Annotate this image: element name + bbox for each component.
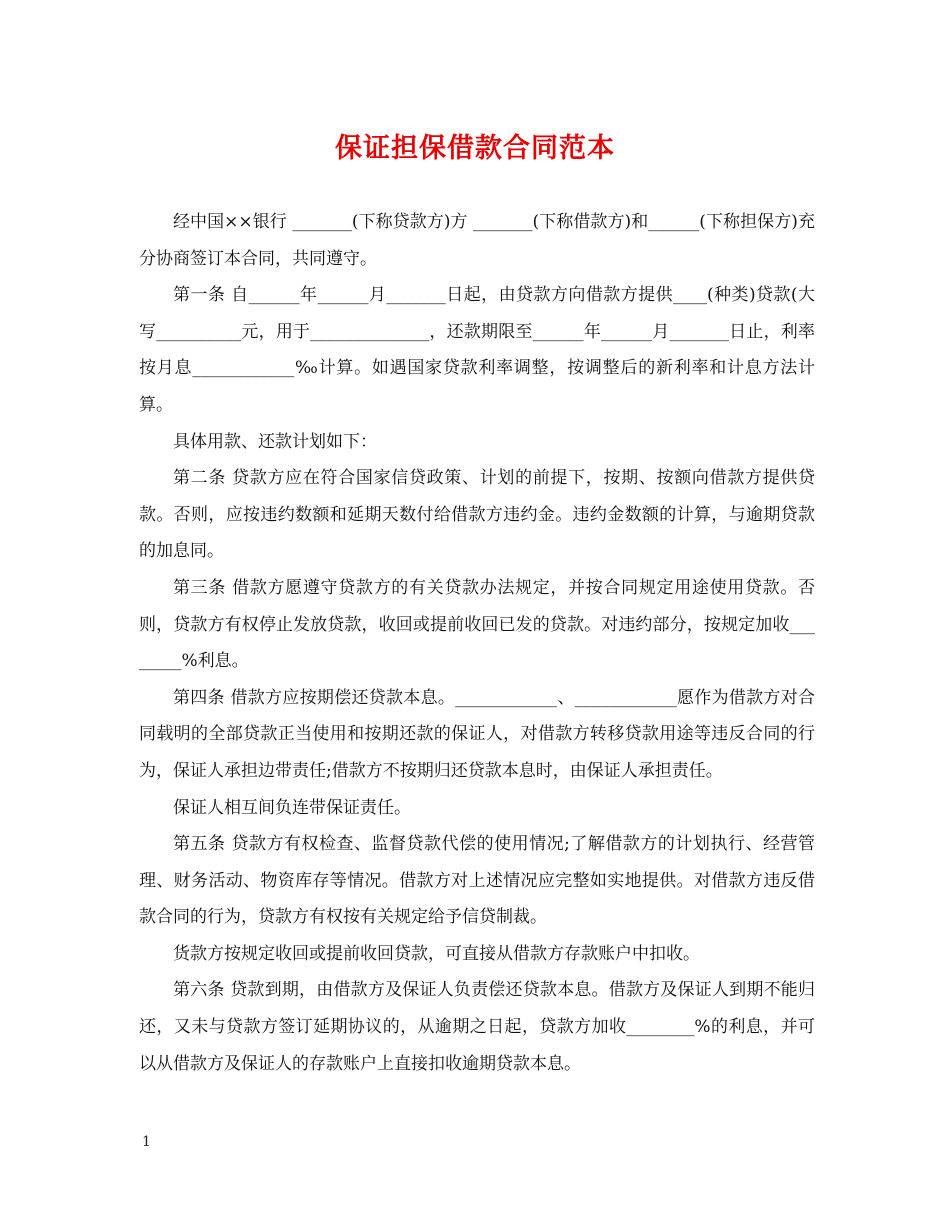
article-4-paragraph: 第四条 借款方应按期偿还贷款本息。____________、____________愿作为借款方对合同载明的全部贷款正当使用和按期还款的保证人，对借款方转移贷款用途等违反合同的行为，保证人承担边带责任;借款方不按期归还贷款本息时，由保证人承担责任。 [139, 687, 815, 781]
document-title: 保证担保借款合同范本 [335, 133, 615, 164]
preamble-paragraph: 经中国××银行 _______(下称贷款方)方 _______(下称借款方)和______(下称担保方)充分协商签订本合同，共同遵守。 [139, 212, 815, 269]
repayment-plan-paragraph: 具体用款、还款计划如下： [173, 431, 377, 452]
deduction-paragraph: 货款方按规定收回或提前收回贷款，可直接从借款方存款账户中扣收。 [173, 943, 700, 964]
article-6-paragraph: 第六条 贷款到期，由借款方及保证人负责偿还贷款本息。借款方及保证人到期不能归还，又未与贷款方签订延期协议的，从逾期之日起，贷款方加收________%的利息，并可以从借款方及保证人的存款账户上直接扣收逾期贷款本息。 [139, 980, 815, 1074]
article-5-paragraph: 第五条 贷款方有权检查、监督贷款代偿的使用情况;了解借款方的计划执行、经营管理、财务活动、物资库存等情况。借款方对上述情况应完整如实地提供。对借款方违反借款合同的行为，贷款方有权按有关规定给予信贷制裁。 [139, 834, 815, 928]
article-1-paragraph: 第一条 自______年______月_______日起，由贷款方向借款方提供____(种类)贷款(大写__________元，用于______________，还款期限至______年______月_______日止，利率按月息____________‰计算。如遇国家贷款利率调整，按调整后的新利率和计息方法计算。 [139, 285, 815, 415]
article-2-paragraph: 第二条 贷款方应在符合国家信贷政策、计划的前提下，按期、按额向借款方提供贷款。否则，应按违约数额和延期天数付给借款方违约金。违约金数额的计算，与逾期贷款的加息同。 [139, 468, 815, 562]
contract-body [139, 204, 815, 1082]
article-3-paragraph: 第三条 借款方愿遵守贷款方的有关贷款办法规定，并按合同规定用途使用贷款。否则，贷款方有权停止发放贷款，收回或提前收回已发的贷款。对违约部分，按规定加收________%利息。 [139, 577, 815, 672]
joint-guarantee-paragraph: 保证人相互间负连带保证责任。 [173, 797, 411, 818]
page-number: 1 [142, 1134, 151, 1150]
